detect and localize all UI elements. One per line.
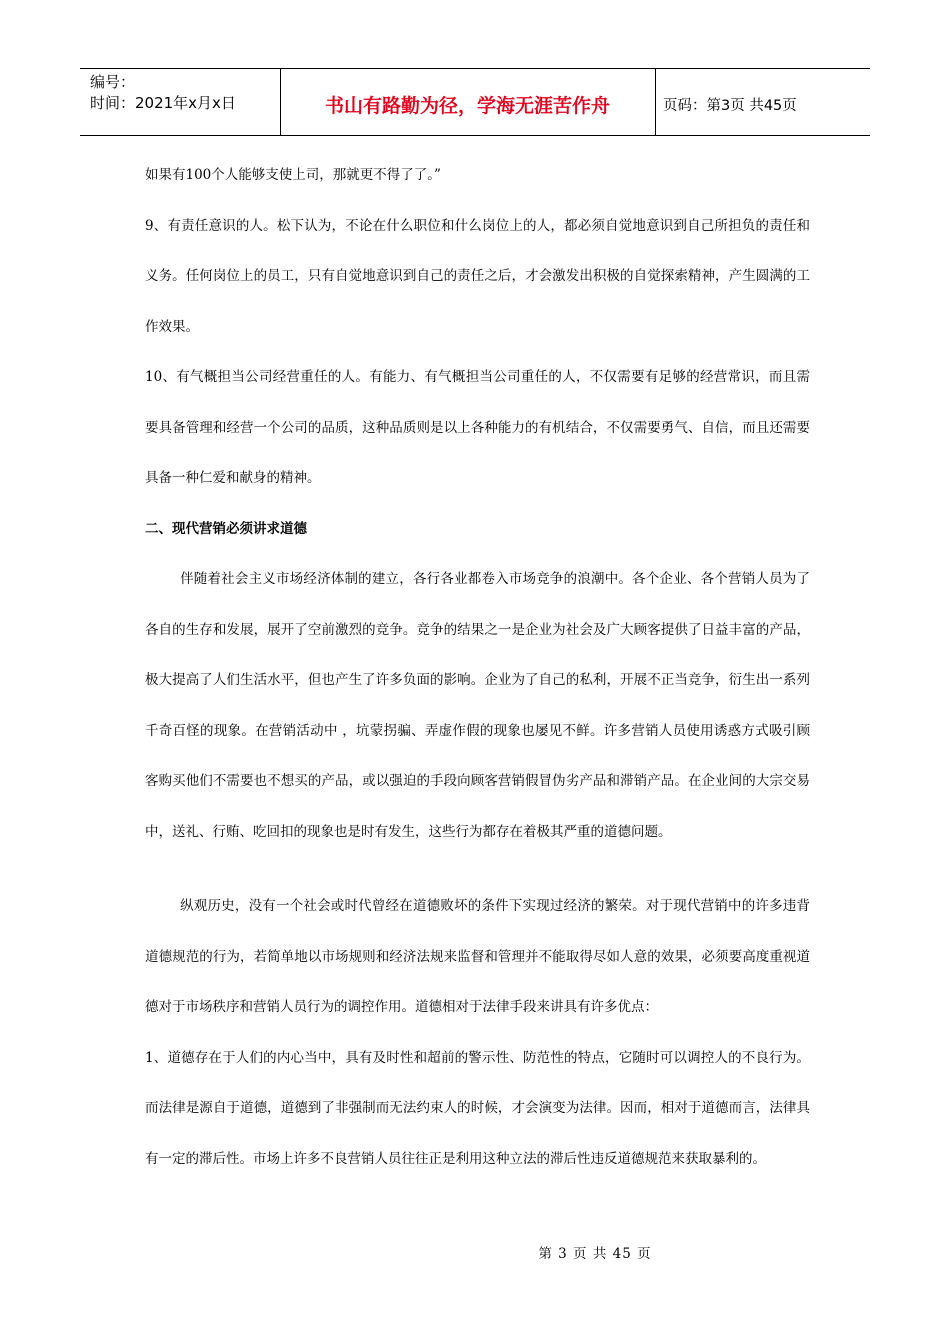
header-motto: 书山有路勤为径，学海无涯苦作舟 [324, 94, 610, 117]
paragraph-point-1: 1、道德存在于人们的内心当中，具有及时性和超前的警示性、防范性的特点，它随时可以调控人的不良行为。而法律是源自于道德，道德到了非强制而无法约束人的时候，才会演变为法律。因而，相对于道德而言，法律具有一定的滞后性。市场上许多不良营销人员往往正是利用这种立法的滞后性违反道德规范来获取暴利的。 [145, 1049, 810, 1167]
paragraph-item-10: 10、有气概担当公司经营重任的人。有能力、有气概担当公司重任的人，不仅需要有足够的经营常识，而且需要具备管理和经营一个公司的品质，这种品质则是以上各种能力的有机结合，不仅需要勇气、自信，而且还需要具备一种仁爱和献身的精神。 [145, 369, 810, 486]
section-heading: 二、现代营销必须讲求道德 [145, 520, 307, 537]
document-body [145, 150, 810, 1184]
paragraph-continuation: 如果有100个人能够支使上司，那就更不得了了。” [145, 167, 441, 183]
paragraph-item-9: 9、有责任意识的人。松下认为，不论在什么职位和什么岗位上的人，都必须自觉地意识到自己所担负的责任和义务。任何岗位上的员工，只有自觉地意识到自己的责任之后，才会激发出积极的自觉探索精神，产生圆满的工作效果。 [145, 217, 810, 335]
paragraph-history: 纵观历史，没有一个社会或时代曾经在道德败坏的条件下实现过经济的繁荣。对于现代营销中的许多违背道德规范的行为，若简单地以市场规则和经济法规来监督和管理并不能取得尽如人意的效果，必须要高度重视道德对于市场秩序和营销人员行为的调控作用。道德相对于法律手段来讲具有许多优点： [145, 898, 810, 1015]
paragraph-market-competition: 伴随着社会主义市场经济体制的建立，各行各业都卷入市场竞争的浪潮中。各个企业、各个营销人员为了各自的生存和发展，展开了空前激烈的竞争。竞争的结果之一是企业为社会及广大顾客提供了日益丰富的产品，极大提高了人们生活水平，但也产生了许多负面的影响。企业为了自己的私利，开展不正当竞争，衍生出一系列千奇百怪的现象。在营销活动中 ，坑蒙拐骗、弄虚作假的现象也屡见不鲜。许多营销人员使用诱惑方式吸引顾客购买他们不需要也不想买的产品，或以强迫的手段向顾客营销假冒伪劣产品和滞销产品。在企业间的大宗交易中，送礼、行贿、吃回扣的现象也是时有发生，这些行为都存在着极其严重的道德问题。 [145, 571, 810, 840]
page-footer: 第 3 页 共 45 页 [538, 1246, 652, 1262]
header-meta [80, 69, 280, 135]
header-page-info: 页码：第3页 共45页 [663, 97, 797, 114]
page-header [80, 68, 870, 136]
document-number-label: 编号： [90, 73, 136, 91]
paragraph-spacer [145, 857, 810, 881]
document-date-label: 时间：2021年x月x日 [90, 94, 236, 112]
